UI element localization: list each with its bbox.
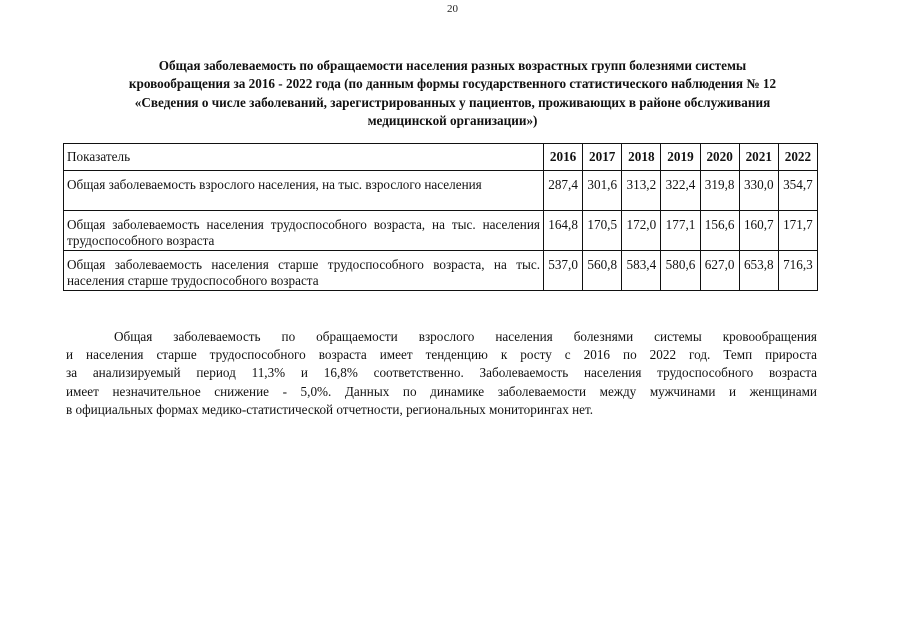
header-indicator: Показатель bbox=[64, 144, 544, 171]
paragraph-line: Общая заболеваемость по обращаемости взрослого населения болезнями системы кровообращения bbox=[114, 329, 817, 344]
table-cell: 716,3 bbox=[778, 251, 817, 291]
table-cell: 580,6 bbox=[661, 251, 700, 291]
table-cell: 319,8 bbox=[700, 171, 739, 211]
table-cell: 170,5 bbox=[583, 211, 622, 251]
table-cell: 164,8 bbox=[544, 211, 583, 251]
row-label: Общая заболеваемость взрослого населения, на тыс. взрослого населения bbox=[64, 171, 544, 211]
table-cell: 354,7 bbox=[778, 171, 817, 211]
header-year: 2017 bbox=[583, 144, 622, 171]
page-number: 20 bbox=[447, 3, 458, 15]
table-cell: 301,6 bbox=[583, 171, 622, 211]
table-header-row bbox=[64, 144, 818, 171]
title-line: медицинской организации») bbox=[367, 112, 538, 128]
table-cell: 160,7 bbox=[739, 211, 778, 251]
row-label: Общая заболеваемость населения трудоспособного возраста, на тыс. населения трудоспособного возраста bbox=[64, 211, 544, 251]
header-year: 2016 bbox=[544, 144, 583, 171]
header-year: 2020 bbox=[700, 144, 739, 171]
table-cell: 583,4 bbox=[622, 251, 661, 291]
paragraph-line: за анализируемый период 11,3% и 16,8% соответственно. Заболеваемость населения трудоспособного возраста bbox=[66, 365, 817, 381]
document-title bbox=[60, 57, 845, 130]
title-line: «Сведения о числе заболеваний, зарегистрированных у пациентов, проживающих в районе обслуживания bbox=[134, 94, 771, 110]
table-row bbox=[64, 251, 818, 291]
table-cell: 627,0 bbox=[700, 251, 739, 291]
table-row bbox=[64, 211, 818, 251]
table-row bbox=[64, 171, 818, 211]
table-cell: 172,0 bbox=[622, 211, 661, 251]
table-cell: 560,8 bbox=[583, 251, 622, 291]
table-cell: 287,4 bbox=[544, 171, 583, 211]
header-year: 2018 bbox=[622, 144, 661, 171]
table-cell: 653,8 bbox=[739, 251, 778, 291]
paragraph-line: в официальных формах медико-статистической отчетности, региональных мониторингах нет. bbox=[66, 401, 594, 417]
title-line: Общая заболеваемость по обращаемости населения разных возрастных групп болезнями системы bbox=[158, 58, 747, 73]
header-year: 2019 bbox=[661, 144, 700, 171]
table-cell: 330,0 bbox=[739, 171, 778, 211]
table-cell: 322,4 bbox=[661, 171, 700, 211]
header-year: 2022 bbox=[778, 144, 817, 171]
morbidity-table bbox=[63, 143, 818, 291]
row-label: Общая заболеваемость населения старше трудоспособного возраста, на тыс. населения старше трудоспособного возраста bbox=[64, 251, 544, 291]
table-cell: 313,2 bbox=[622, 171, 661, 211]
body-paragraph bbox=[66, 328, 817, 419]
table-cell: 177,1 bbox=[661, 211, 700, 251]
paragraph-line: и населения старше трудоспособного возраста имеет тенденцию к росту с 2016 по 2022 год. Темп прироста bbox=[66, 347, 817, 363]
table-cell: 156,6 bbox=[700, 211, 739, 251]
table-cell: 171,7 bbox=[778, 211, 817, 251]
paragraph-line: имеет незначительное снижение - 5,0%. Данных по динамике заболеваемости между мужчинами и женщинами bbox=[66, 383, 817, 399]
header-year: 2021 bbox=[739, 144, 778, 171]
title-line: кровообращения за 2016 - 2022 года (по данным формы государственного статистического наблюдения № 12 bbox=[128, 76, 777, 92]
table-cell: 537,0 bbox=[544, 251, 583, 291]
